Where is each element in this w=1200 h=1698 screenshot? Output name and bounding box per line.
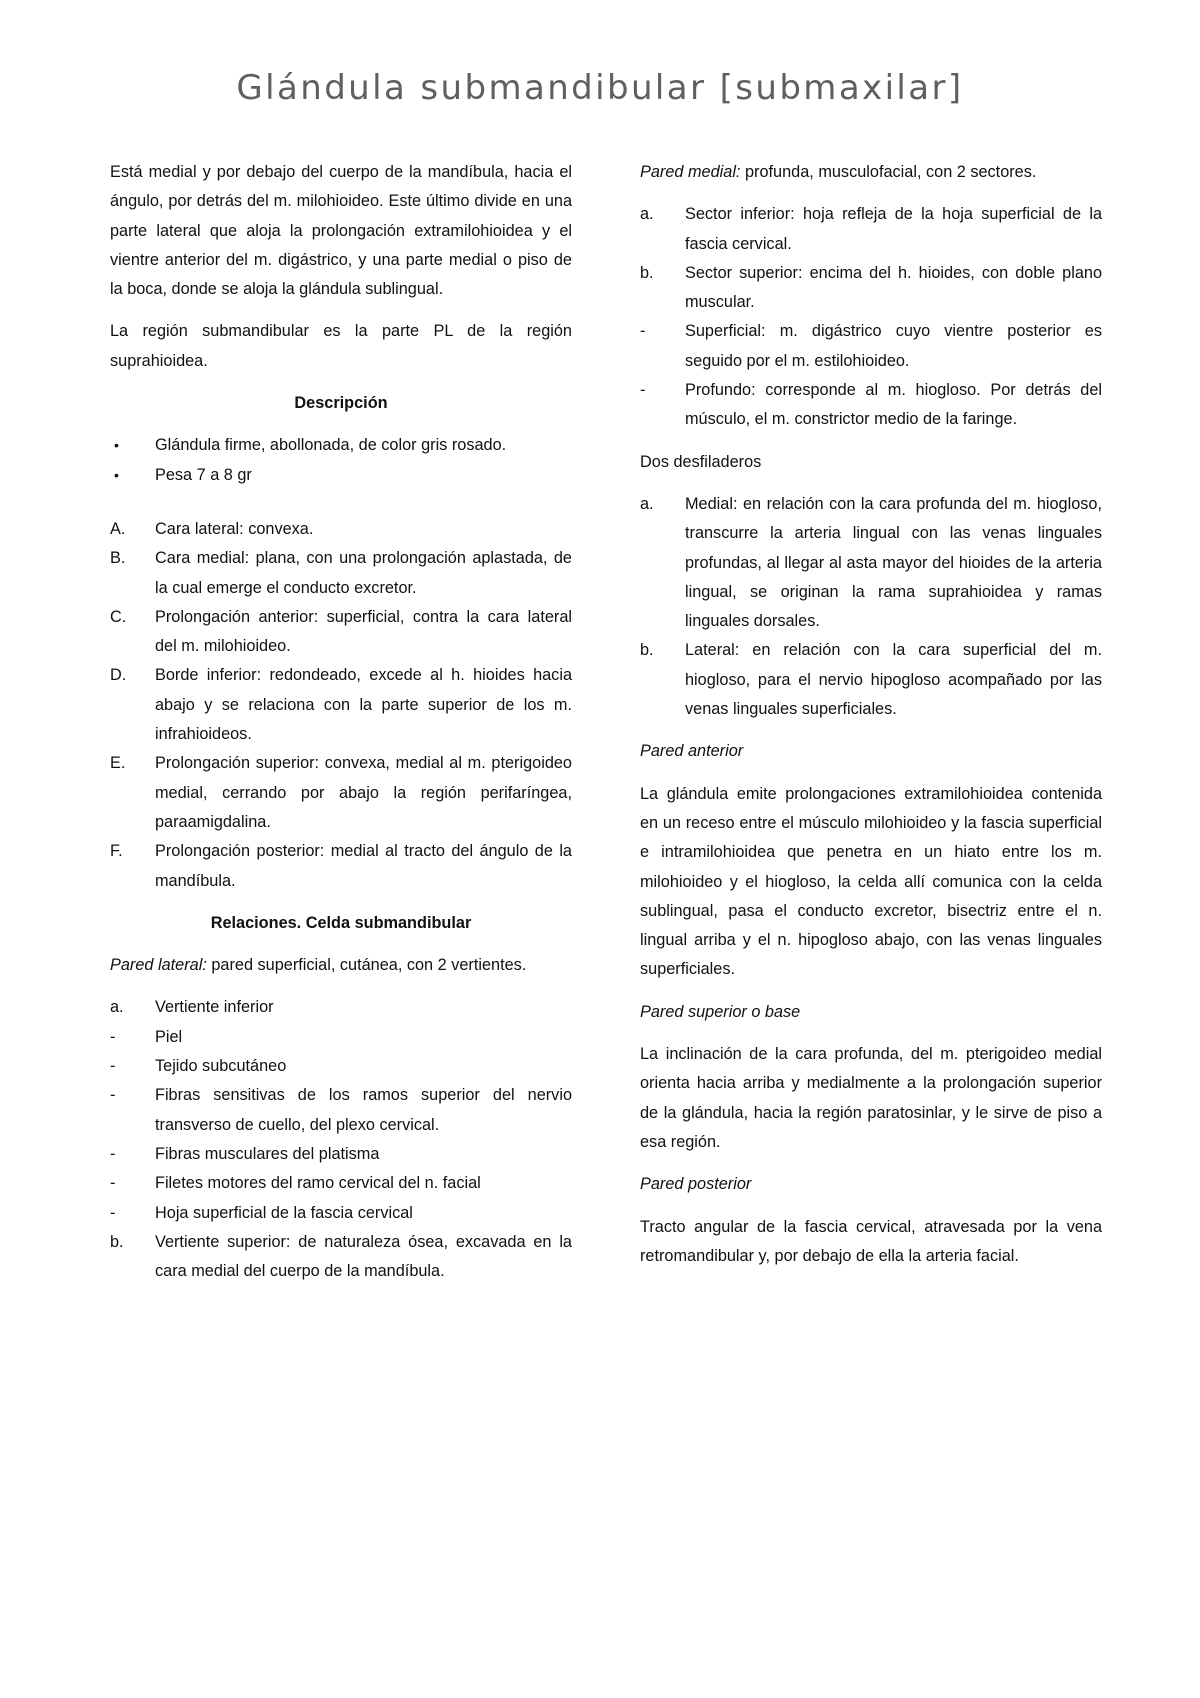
letter-marker: C.	[110, 607, 127, 626]
descripcion-heading: Descripción	[294, 394, 388, 413]
left-column	[110, 158, 572, 1299]
letter-marker: E.	[110, 754, 126, 773]
list-item	[110, 1199, 572, 1228]
list-item-text: Prolongación anterior: superficial, contra la cara lateral del m. milohioideo.	[155, 607, 572, 656]
list-item	[640, 259, 1102, 318]
list-marker: -	[110, 1144, 116, 1163]
pared-lateral-label: Pared lateral:	[110, 956, 207, 975]
pared-medial-label: Pared medial:	[640, 163, 741, 181]
list-marker: b.	[640, 263, 654, 282]
list-item-text: Glándula firme, abollonada, de color gris rosado.	[155, 436, 507, 455]
list-marker: -	[640, 381, 646, 400]
list-item-text: Lateral: en relación con la cara superficial del m. hiogloso, para el nervio hipogloso acompañado por las venas linguales superficiales.	[685, 641, 1102, 719]
list-marker: a.	[640, 494, 654, 513]
list-item	[110, 993, 572, 1022]
pared-medial-paragraph	[640, 158, 1102, 187]
list-item-text: Prolongación posterior: medial al tracto del ángulo de la mandíbula.	[155, 842, 572, 890]
descripcion-bullet-list	[110, 431, 572, 502]
list-item-text: Sector inferior: hoja refleja de la hoja superficial de la fascia cervical.	[685, 205, 1102, 253]
letter-marker: A.	[110, 519, 126, 538]
list-item	[110, 431, 572, 460]
list-item	[110, 661, 572, 749]
list-item-text: Tejido subcutáneo	[155, 1057, 287, 1076]
bullet-marker: •	[114, 437, 119, 454]
pared-superior-paragraph: La inclinación de la cara profunda, del m. pterigoideo medial orienta hacia arriba y medialmente a la prolongación superior de la glándula, hacia la región paratosinlar, y le sirve de piso a esa región.	[640, 1045, 1102, 1151]
desfiladeros-heading: Dos desfiladeros	[640, 452, 762, 471]
list-marker: -	[110, 1086, 116, 1105]
pared-posterior-paragraph: Tracto angular de la fascia cervical, atravesada por la vena retromandibular y, por debajo de ella la arteria facial.	[640, 1217, 1102, 1265]
list-item-text: Superficial: m. digástrico cuyo vientre posterior es seguido por el m. estilohioideo.	[685, 322, 1102, 370]
caras-letter-list	[110, 515, 572, 896]
list-marker: -	[110, 1057, 116, 1076]
list-marker: b.	[640, 641, 654, 660]
pared-lateral-paragraph	[110, 951, 572, 980]
list-item	[110, 1023, 572, 1052]
list-item	[640, 636, 1102, 724]
list-spacer	[110, 490, 572, 502]
list-item-text: Borde inferior: redondeado, excede al h. hioides hacia abajo y se relaciona con la parte superior de los m. infrahioideos.	[155, 666, 572, 744]
letter-marker: D.	[110, 666, 127, 685]
pared-posterior-heading: Pared posterior	[640, 1175, 752, 1194]
pared-anterior-paragraph: La glándula emite prolongaciones extramilohioidea contenida en un receso entre el músculo milohioideo y la fascia superficial e intramilohioidea que penetra en un hiato entre los m. milohioideo y el hiogloso, la celda allí comunica con la celda sublingual, pasa el conducto excretor, bisectriz entre el n. lingual arriba y el n. hipogloso abajo, con las venas linguales superficiales.	[640, 784, 1102, 979]
list-item	[640, 376, 1102, 435]
letter-marker: B.	[110, 549, 126, 568]
list-item-text: Fibras musculares del platisma	[155, 1144, 380, 1163]
list-item	[110, 1081, 572, 1140]
list-item-text: Piel	[155, 1027, 183, 1046]
right-column	[640, 158, 1102, 1284]
list-item-text: Vertiente superior: de naturaleza ósea, excavada en la cara medial del cuerpo de la mandíbula.	[155, 1232, 572, 1281]
list-marker: a.	[110, 998, 124, 1017]
list-marker: -	[110, 1203, 116, 1222]
region-paragraph: La región submandibular es la parte PL de la región suprahioidea.	[110, 322, 572, 370]
list-item	[110, 749, 572, 837]
list-item-text: Hoja superficial de la fascia cervical	[155, 1203, 413, 1222]
list-item	[110, 544, 572, 603]
pared-lateral-text: pared superficial, cutánea, con 2 vertientes.	[206, 956, 527, 975]
list-item	[110, 1052, 572, 1081]
pared-medial-text: profunda, musculofacial, con 2 sectores.	[740, 163, 1037, 181]
list-item-text: Medial: en relación con la cara profunda del m. hiogloso, transcurre la arteria lingual con las venas linguales profundas, al llegar al asta mayor del hioides de la arteria lingual, se originan la rama suprahioidea y ramas linguales dorsales.	[685, 494, 1102, 631]
list-item-text: Prolongación superior: convexa, medial al m. pterigoideo medial, cerrando por abajo la región perifaríngea, paraamigdalina.	[155, 754, 572, 831]
list-item	[110, 1228, 572, 1287]
list-item	[110, 1169, 572, 1198]
sectores-list	[640, 200, 1102, 434]
list-item-text: Filetes motores del ramo cervical del n. facial	[155, 1174, 481, 1193]
list-item	[110, 1140, 572, 1169]
list-item	[110, 461, 572, 490]
list-marker: a.	[640, 205, 654, 224]
list-item	[640, 317, 1102, 376]
list-item-text: Pesa 7 a 8 gr	[155, 465, 252, 484]
document-title: Glándula submandibular [submaxilar]	[236, 68, 964, 108]
list-item	[640, 490, 1102, 636]
intro-paragraph: Está medial y por debajo del cuerpo de la mandíbula, hacia el ángulo, por detrás del m. milohioideo. Este último divide en una parte lateral que aloja la prolongación extramilohioidea y el vientre anterior del m. digástrico, y una parte medial o piso de la boca, donde se aloja la glándula sublingual.	[110, 163, 572, 299]
list-item-text: Vertiente inferior	[155, 998, 274, 1017]
relaciones-heading: Relaciones. Celda submandibular	[210, 913, 472, 932]
list-item	[110, 515, 572, 544]
list-marker: b.	[110, 1232, 124, 1251]
list-marker: -	[110, 1027, 116, 1046]
list-item-text: Cara medial: plana, con una prolongación aplastada, de la cual emerge el conducto excretor.	[155, 549, 572, 597]
letter-marker: F.	[110, 842, 123, 861]
desfiladeros-list	[640, 490, 1102, 724]
list-item-text: Cara lateral: convexa.	[155, 519, 314, 538]
pared-superior-heading: Pared superior o base	[640, 1002, 801, 1021]
vertientes-list	[110, 993, 572, 1286]
list-item	[110, 603, 572, 662]
list-marker: -	[110, 1174, 116, 1193]
list-item	[640, 200, 1102, 259]
list-item-text: Fibras sensitivas de los ramos superior del nervio transverso de cuello, del plexo cervical.	[155, 1086, 572, 1134]
list-item-text: Profundo: corresponde al m. hiogloso. Por detrás del músculo, el m. constrictor medio de la faringe.	[685, 381, 1102, 429]
list-marker: -	[640, 322, 646, 341]
bullet-marker: •	[114, 466, 119, 483]
list-item-text: Sector superior: encima del h. hioides, con doble plano muscular.	[685, 263, 1102, 312]
pared-anterior-heading: Pared anterior	[640, 742, 744, 761]
list-item	[110, 837, 572, 896]
